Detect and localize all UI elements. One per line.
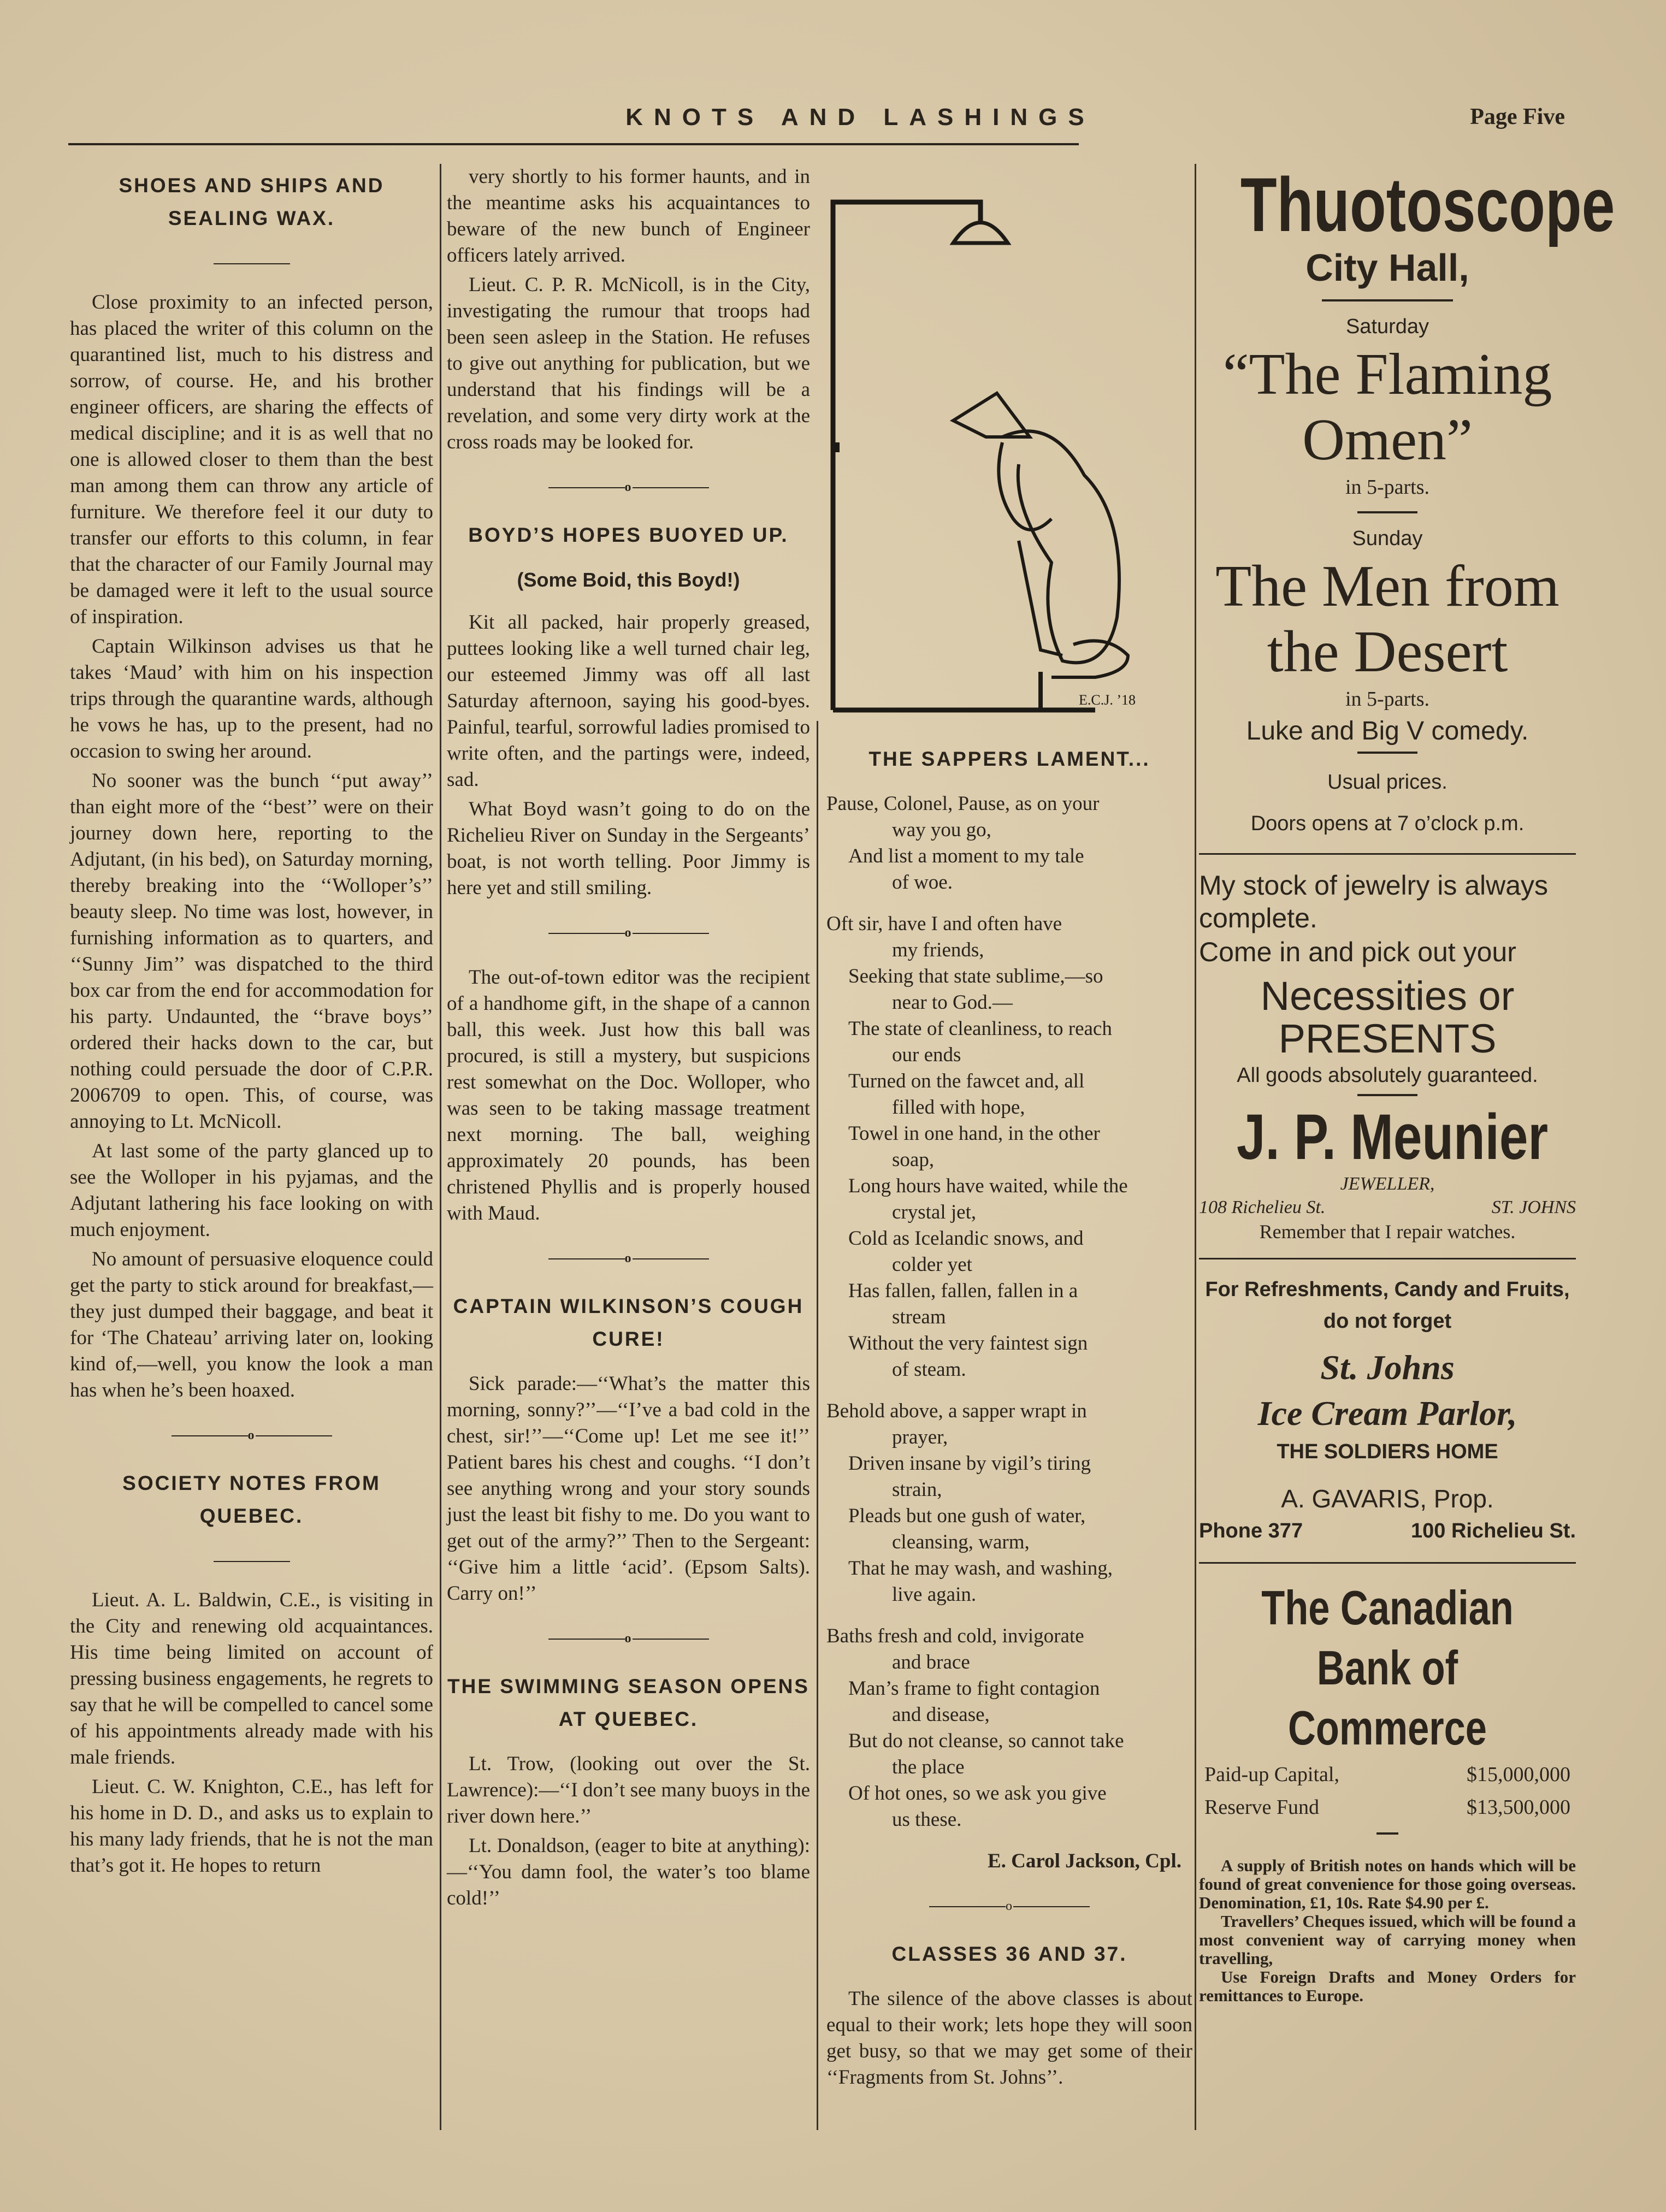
poem-line: Oft sir, have I and often have [826,913,1062,935]
paragraph: Lieut. C. P. R. McNicoll, is in the City, investigating the rumour that troops had been seen asleep in the Station. He refuses to give out anything for publication, but we understand that his findings will be a revelation, and some very dirty work at the cross roads may be looked for. [447,274,810,453]
day-label: Sunday [1352,527,1423,550]
article-body [447,1371,810,1607]
poem-line: Pleads but one gush of water, [848,1505,1086,1527]
column-divider [440,164,441,2130]
ad-divider [1199,1562,1576,1564]
poem-line: near to God.— [892,991,1013,1014]
paragraph: Kit all packed, hair properly greased, puttees looking like a well turned chair leg, our esteemed Jimmy was off all last Saturday afternoon, saying his good-byes. Painful, tearful, sorrowful ladies promised to write often, and the partings were, indeed, sad. [447,611,810,791]
comedy-line: Luke and Big V comedy. [1246,717,1529,746]
paragraph: Close proximity to an infected person, has placed the writer of this column on the quarantined list, much to his distress and sorrow, of course. He, and his brother engineer officers, are sharing the effects of medical discipline; and it is as well that no one is allowed closer to them than the best man among them can throw any article of furniture. We therefore feel it our duty to transfer our efforts to this column, in fear that the character of our Family Journal may be damaged were it left to the usual source of inspiration. [70,291,433,628]
poem-line: That he may wash, and washing, [848,1557,1113,1580]
poem-line: us these. [892,1808,962,1831]
paragraph: Travellers’ Cheques issued, which will be found a most convenient way of carrying money when travelling, [1199,1912,1576,1968]
bank-title: The Canadian Bank of Commerce [1261,1581,1514,1755]
poem-body [826,791,1192,1833]
reserve-value: $13,500,000 [1467,1796,1570,1819]
capital-label: Paid-up Capital, [1204,1763,1339,1786]
prices-line: Usual prices. [1327,771,1448,794]
paragraph: Use Foreign Drafts and Money Orders for remittances to Europe. [1199,1967,1576,2005]
poem-line: crystal jet, [892,1201,977,1223]
day-label: Saturday [1345,315,1429,338]
jewelry-line: Come in and pick out your [1199,937,1516,967]
section-separator: o [447,920,810,946]
doors-line: Doors opens at 7 o’clock p.m. [1250,812,1525,835]
article-body [70,289,433,1404]
poem-stanza [826,1623,1192,1833]
page-number: Page Five [1470,104,1565,129]
bank-reserve-row [1199,1791,1576,1824]
article-body [447,965,810,1227]
article-body [70,1587,433,1879]
film-title: The Men from the Desert [1215,554,1559,684]
article-title: CAPTAIN WILKINSON’S COUGH CURE! [453,1295,804,1350]
paragraph: No sooner was the bunch ‘‘put away’’ than eight more of the ‘‘best’’ were on their journey down here, reporting to the Adjutant, (in his bed), on Saturday morning, thereby breaking into the ‘‘Wolloper’s’’ beauty sleep. No time was lost, however, in furnishing information as to quarters, and ‘‘Sunny Jim’’ was dispatched to the third box car from the end for accommodation for his party. Undaunted, the ‘‘brave boys’’ ordered their hacks down to the car, but nothing could persuade the door of C.P.R. 2006709 to open. This, of course, was annoying to Lt. McNicoll. [70,770,433,1133]
paragraph: Lieut. A. L. Baldwin, C.E., is visiting in the City and renewing old acquaintances. His time being limited on account of pressing business engagements, he regrets to say that he will be compelled to cancel some of his appointments already made with his male friends. [70,1589,433,1769]
poem-line: of woe. [892,871,953,894]
poem-line: Long hours have waited, while the [848,1175,1128,1197]
poem-line: soap, [892,1149,935,1171]
masthead: KNOTS AND LASHINGS [625,104,1095,131]
poem-line: Man’s frame to fight contagion [848,1677,1100,1700]
soldiers-home: THE SOLDIERS HOME [1277,1440,1498,1463]
poem-stanza [826,1398,1192,1608]
poem-line: cleansing, warm, [892,1531,1030,1553]
repair-note: Remember that I repair watches. [1259,1221,1516,1243]
parlor-contact [1199,1514,1576,1548]
poem-line: and brace [892,1651,970,1673]
poem-line: prayer, [892,1426,948,1448]
poem-line: And list a moment to my tale [848,845,1084,867]
paragraph: A supply of British notes on hands which will be found of great convenience for those going overseas. Denomination, £1, 10s. Rate $4.90 per £. [1199,1856,1576,1912]
poem-line: and disease, [892,1704,990,1726]
parlor-address: 100 Richelieu St. [1410,1519,1576,1542]
reserve-label: Reserve Fund [1204,1796,1320,1819]
advertisements-column [1199,162,1615,2005]
section-separator: o [826,1893,1192,1919]
poem-line: The state of cleanliness, to reach [848,1018,1112,1040]
section-separator: o [447,1625,810,1652]
film-title: “The Flaming Omen” [1222,342,1552,472]
poem-line: the place [892,1756,965,1778]
section-separator: o [70,1422,433,1448]
film-parts: in 5-parts. [1345,476,1430,499]
article-title: CLASSES 36 AND 37. [891,1943,1127,1965]
article-subtitle: (Some Boid, this Boyd!) [517,569,740,591]
poem-line: Driven insane by vigil’s tiring [848,1452,1091,1475]
poem-line: way you go, [892,819,991,841]
column-a [70,164,433,1882]
address-city: ST. JOHNS [1491,1197,1576,1217]
bank-capital-row [1199,1758,1576,1791]
poem-line: of steam. [892,1358,966,1381]
jewelry-guarantee: All goods absolutely guaranteed. [1237,1064,1538,1087]
column-c [826,737,1192,2091]
paragraph: What Boyd wasn’t going to do on the Richelieu River on Sunday in the Sergeants’ boat, is not worth telling. Poor Jimmy is here yet and still smiling. [447,798,810,899]
parlor-name: Ice Cream Parlor, [1257,1394,1517,1433]
ad-divider [1199,1258,1576,1259]
ad-rule [1357,511,1417,513]
poem-line: Turned on the fawcet and, all [848,1070,1085,1092]
poem-line: Without the very faintest sign [848,1332,1088,1355]
article-title: THE SWIMMING SEASON OPENS AT QUEBEC. [447,1675,810,1730]
poem-line: our ends [892,1044,961,1066]
article-body [447,164,810,456]
poem-line: colder yet [892,1253,972,1276]
paragraph: Sick parade:—‘‘What’s the matter this morning, sonny?’’—‘‘I’ve a bad cold in the chest, sir!’’—‘‘Come up! Let me see it!’’ Patient bares his chest and coughs. ‘‘I don’t see anything wrong and your story sounds just the least bit fishy to me. Do you want to get out of the army?’’ Then to the Sergeant: ‘‘Give him a little ‘acid’. (Epsom Salts). Carry on!’’ [447,1373,810,1605]
article-title: SOCIETY NOTES FROM QUEBEC. [122,1472,381,1527]
column-b [447,164,810,1915]
page-header [68,104,1565,142]
paragraph: Lt. Donaldson, (eager to bite at anything):—‘‘You damn fool, the water’s too blame cold!’’ [447,1835,810,1909]
poem-line: stream [892,1306,946,1328]
poem-line: filled with hope, [892,1096,1025,1119]
paragraph: The out-of-town editor was the recipient of a handhome gift, in the shape of a cannon ball, this week. Just how this ball was procured, is still a mystery, but suspicions rest somewhat on the Doc. Wolloper, who was seen to be taking massage treatment next morning. The ball, weighing approximately 20 pounds, has been christened Phyllis and is properly housed with Maud. [447,966,810,1225]
article-body [447,1751,810,1912]
ad-rule [1322,299,1453,301]
ad-rule [1357,1094,1417,1096]
article-body [447,610,810,901]
cartoon-signature: E.C.J. ’18 [1079,692,1136,708]
paragraph: At last some of the party glanced up to see the Wolloper in his pyjamas, and the Adjutant lathering his face looking on with much enjoyment. [70,1140,433,1241]
article-title: BOYD’S HOPES BUOYED UP. [468,524,789,546]
poem-title: THE SAPPERS LAMENT... [869,748,1150,770]
ad-rule [1376,1832,1398,1835]
poem-stanza [826,911,1192,1383]
column-divider [1195,164,1196,2130]
poem-line: Pause, Colonel, Pause, as on your [826,792,1100,815]
jeweller-title: JEWELLER, [1340,1174,1435,1194]
section-separator: o [447,474,810,500]
poem-line: Of hot ones, so we ask you give [848,1782,1107,1805]
poem-line: live again. [892,1583,977,1606]
film-parts: in 5-parts. [1345,688,1430,711]
paragraph: very shortly to his former haunts, and in the meantime asks his acquaintances to beware of the new bunch of Engineer officers lately arrived. [447,165,810,267]
ad-divider [1199,853,1576,855]
column-divider [817,721,818,2130]
jewelry-headline: Necessities or PRESENTS [1260,973,1515,1061]
parlor-name: St. Johns [1320,1348,1455,1387]
refreshments-line: For Refreshments, Candy and Fruits, do not forget [1205,1278,1570,1333]
poem-line: But do not cleanse, so cannot take [848,1730,1124,1752]
poem-line: Towel in one hand, in the other [848,1122,1100,1145]
poem-stanza [826,791,1192,896]
header-rule [68,143,1079,145]
paragraph: Lieut. C. W. Knighton, C.E., has left for his home in D. D., and asks us to explain to his many lady friends, that he is not the man that’s got it. He hopes to return [70,1776,433,1877]
bank-notes [1199,1856,1576,2005]
poem-signature: E. Carol Jackson, Cpl. [988,1850,1181,1872]
jeweller-address [1199,1196,1576,1220]
jeweller-name: J. P. Meunier [1237,1101,1549,1173]
poem-line: my friends, [892,939,984,961]
phone-number: Phone 377 [1199,1519,1303,1542]
address-street: 108 Richelieu St. [1199,1197,1326,1217]
poem-line: Has fallen, fallen, fallen in a [848,1280,1078,1302]
capital-value: $15,000,000 [1467,1763,1570,1786]
paragraph: No amount of persuasive eloquence could get the party to stick around for breakfast,—they just dumped their baggage, and beat it for ‘The Chateau’ arriving later on, looking kind of,—well, you know the look a man has when he’s been hoaxed. [70,1248,433,1401]
shower-cartoon-illustration [822,180,1172,715]
title-underline [70,1548,433,1574]
poem-line: Behold above, a sapper wrapt in [826,1400,1087,1422]
thuotoscope-venue: City Hall, [1305,246,1469,289]
poem-line: strain, [892,1478,942,1501]
jewelry-line: My stock of jewelry is always complete. [1199,870,1549,933]
section-separator: o [447,1245,810,1271]
article-title: SHOES AND SHIPS AND SEALING WAX. [119,174,385,229]
paragraph: Lt. Trow, (looking out over the St. Lawrence):—‘‘I don’t see many buoys in the river down here.’’ [447,1753,810,1827]
paragraph: Captain Wilkinson advises us that he takes ‘Maud’ with him on his inspection trips through the quarantine wards, although he vows he has, up to the present, had no occasion to swing her around. [70,635,433,762]
article-body: The silence of the above classes is about equal to their work; lets hope they will soon get busy, so that we may get some of their ‘‘Fragments from St. Johns’’. [826,1988,1192,2089]
proprietor: A. GAVARIS, Prop. [1281,1484,1494,1513]
ad-rule [1357,752,1417,754]
thuotoscope-title: Thuotoscope [1240,162,1615,247]
title-underline [70,250,433,276]
poem-line: Baths fresh and cold, invigorate [826,1625,1084,1647]
poem-line: Cold as Icelandic snows, and [848,1227,1084,1250]
poem-line: Seeking that state sublime,—so [848,965,1103,987]
